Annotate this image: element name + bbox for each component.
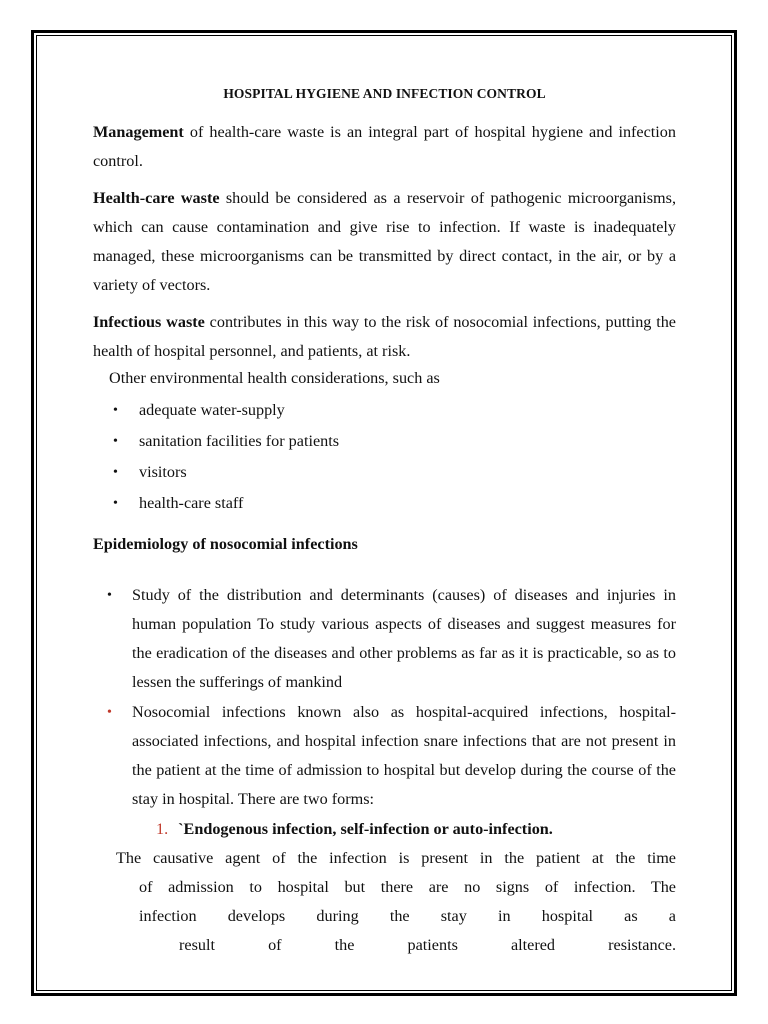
list-item xyxy=(93,698,676,814)
cause-line-2: of admission to hospital but there are no signs of infection. The xyxy=(139,878,676,896)
bullet-icon: • xyxy=(107,588,112,603)
list-item xyxy=(93,488,676,519)
section-heading-epidemiology: Epidemiology of nosocomial infections xyxy=(93,535,358,553)
list-item-text: Nosocomial infections known also as hospital-acquired infections, hospital- associated infections, and hospital infection snare infections that are not present in the patient at the time of admission to hospital but develop during the course of the stay in hospital. There are two forms: xyxy=(132,703,676,808)
paragraph-management-text: of health-care waste is an integral part of hospital hygiene and infection control. xyxy=(93,123,676,170)
numbered-item-text: `Endogenous infection, self-infection or auto-infection. xyxy=(178,820,553,838)
list-item-text: Study of the distribution and determinants (causes) of diseases and injuries in human population To study various aspects of diseases and suggest measures for the eradication of the diseases and other problems as far as it is practicable, so as to lessen the sufferings of mankind xyxy=(132,586,676,691)
list-item xyxy=(93,457,676,488)
list-item-text: health-care staff xyxy=(139,494,244,512)
cause-line-3: infection develops during the stay in hospital as a xyxy=(139,907,676,925)
paragraph-management xyxy=(93,118,676,176)
paragraph-health-care-waste-lead: Health-care waste xyxy=(93,189,220,207)
list-item-text: adequate water-supply xyxy=(139,401,285,419)
paragraph-management-lead: Management xyxy=(93,123,184,141)
cause-line-4: result of the patients altered resistance. xyxy=(179,936,676,954)
list-number: 1. xyxy=(156,820,169,838)
paragraph-health-care-waste xyxy=(93,184,676,300)
document-body xyxy=(93,84,676,960)
list-item-text: visitors xyxy=(139,463,187,481)
considerations-list xyxy=(93,395,676,519)
cause-line-1: The causative agent of the infection is present in the patient at the time xyxy=(116,849,676,867)
list-item xyxy=(93,395,676,426)
document-title: HOSPITAL HYGIENE AND INFECTION CONTROL xyxy=(223,86,546,101)
considerations-intro: Other environmental health considerations, such as xyxy=(109,369,440,387)
bullet-icon: • xyxy=(113,403,118,418)
paragraph-infectious-waste-text: contributes in this way to the risk of nosocomial infections, putting the health of hospital personnel, and patients, at risk. xyxy=(93,313,676,360)
bullet-icon: • xyxy=(113,465,118,480)
list-item xyxy=(93,426,676,457)
paragraph-infectious-waste-lead: Infectious waste xyxy=(93,313,205,331)
list-item-text: sanitation facilities for patients xyxy=(139,432,340,450)
numbered-item-endogenous xyxy=(156,815,676,844)
paragraph-health-care-waste-text: should be considered as a reservoir of pathogenic microorganisms, which can cause contamination and give rise to infection. If waste is inadequately managed, these microorganisms can be transmitted by direct contact, in the air, or by a variety of vectors. xyxy=(93,189,676,294)
bullet-icon: • xyxy=(113,434,118,449)
bullet-icon: • xyxy=(113,496,118,511)
epidemiology-list xyxy=(93,581,676,814)
paragraph-infectious-waste xyxy=(93,308,676,366)
bullet-icon: • xyxy=(107,705,112,720)
list-item xyxy=(93,581,676,697)
